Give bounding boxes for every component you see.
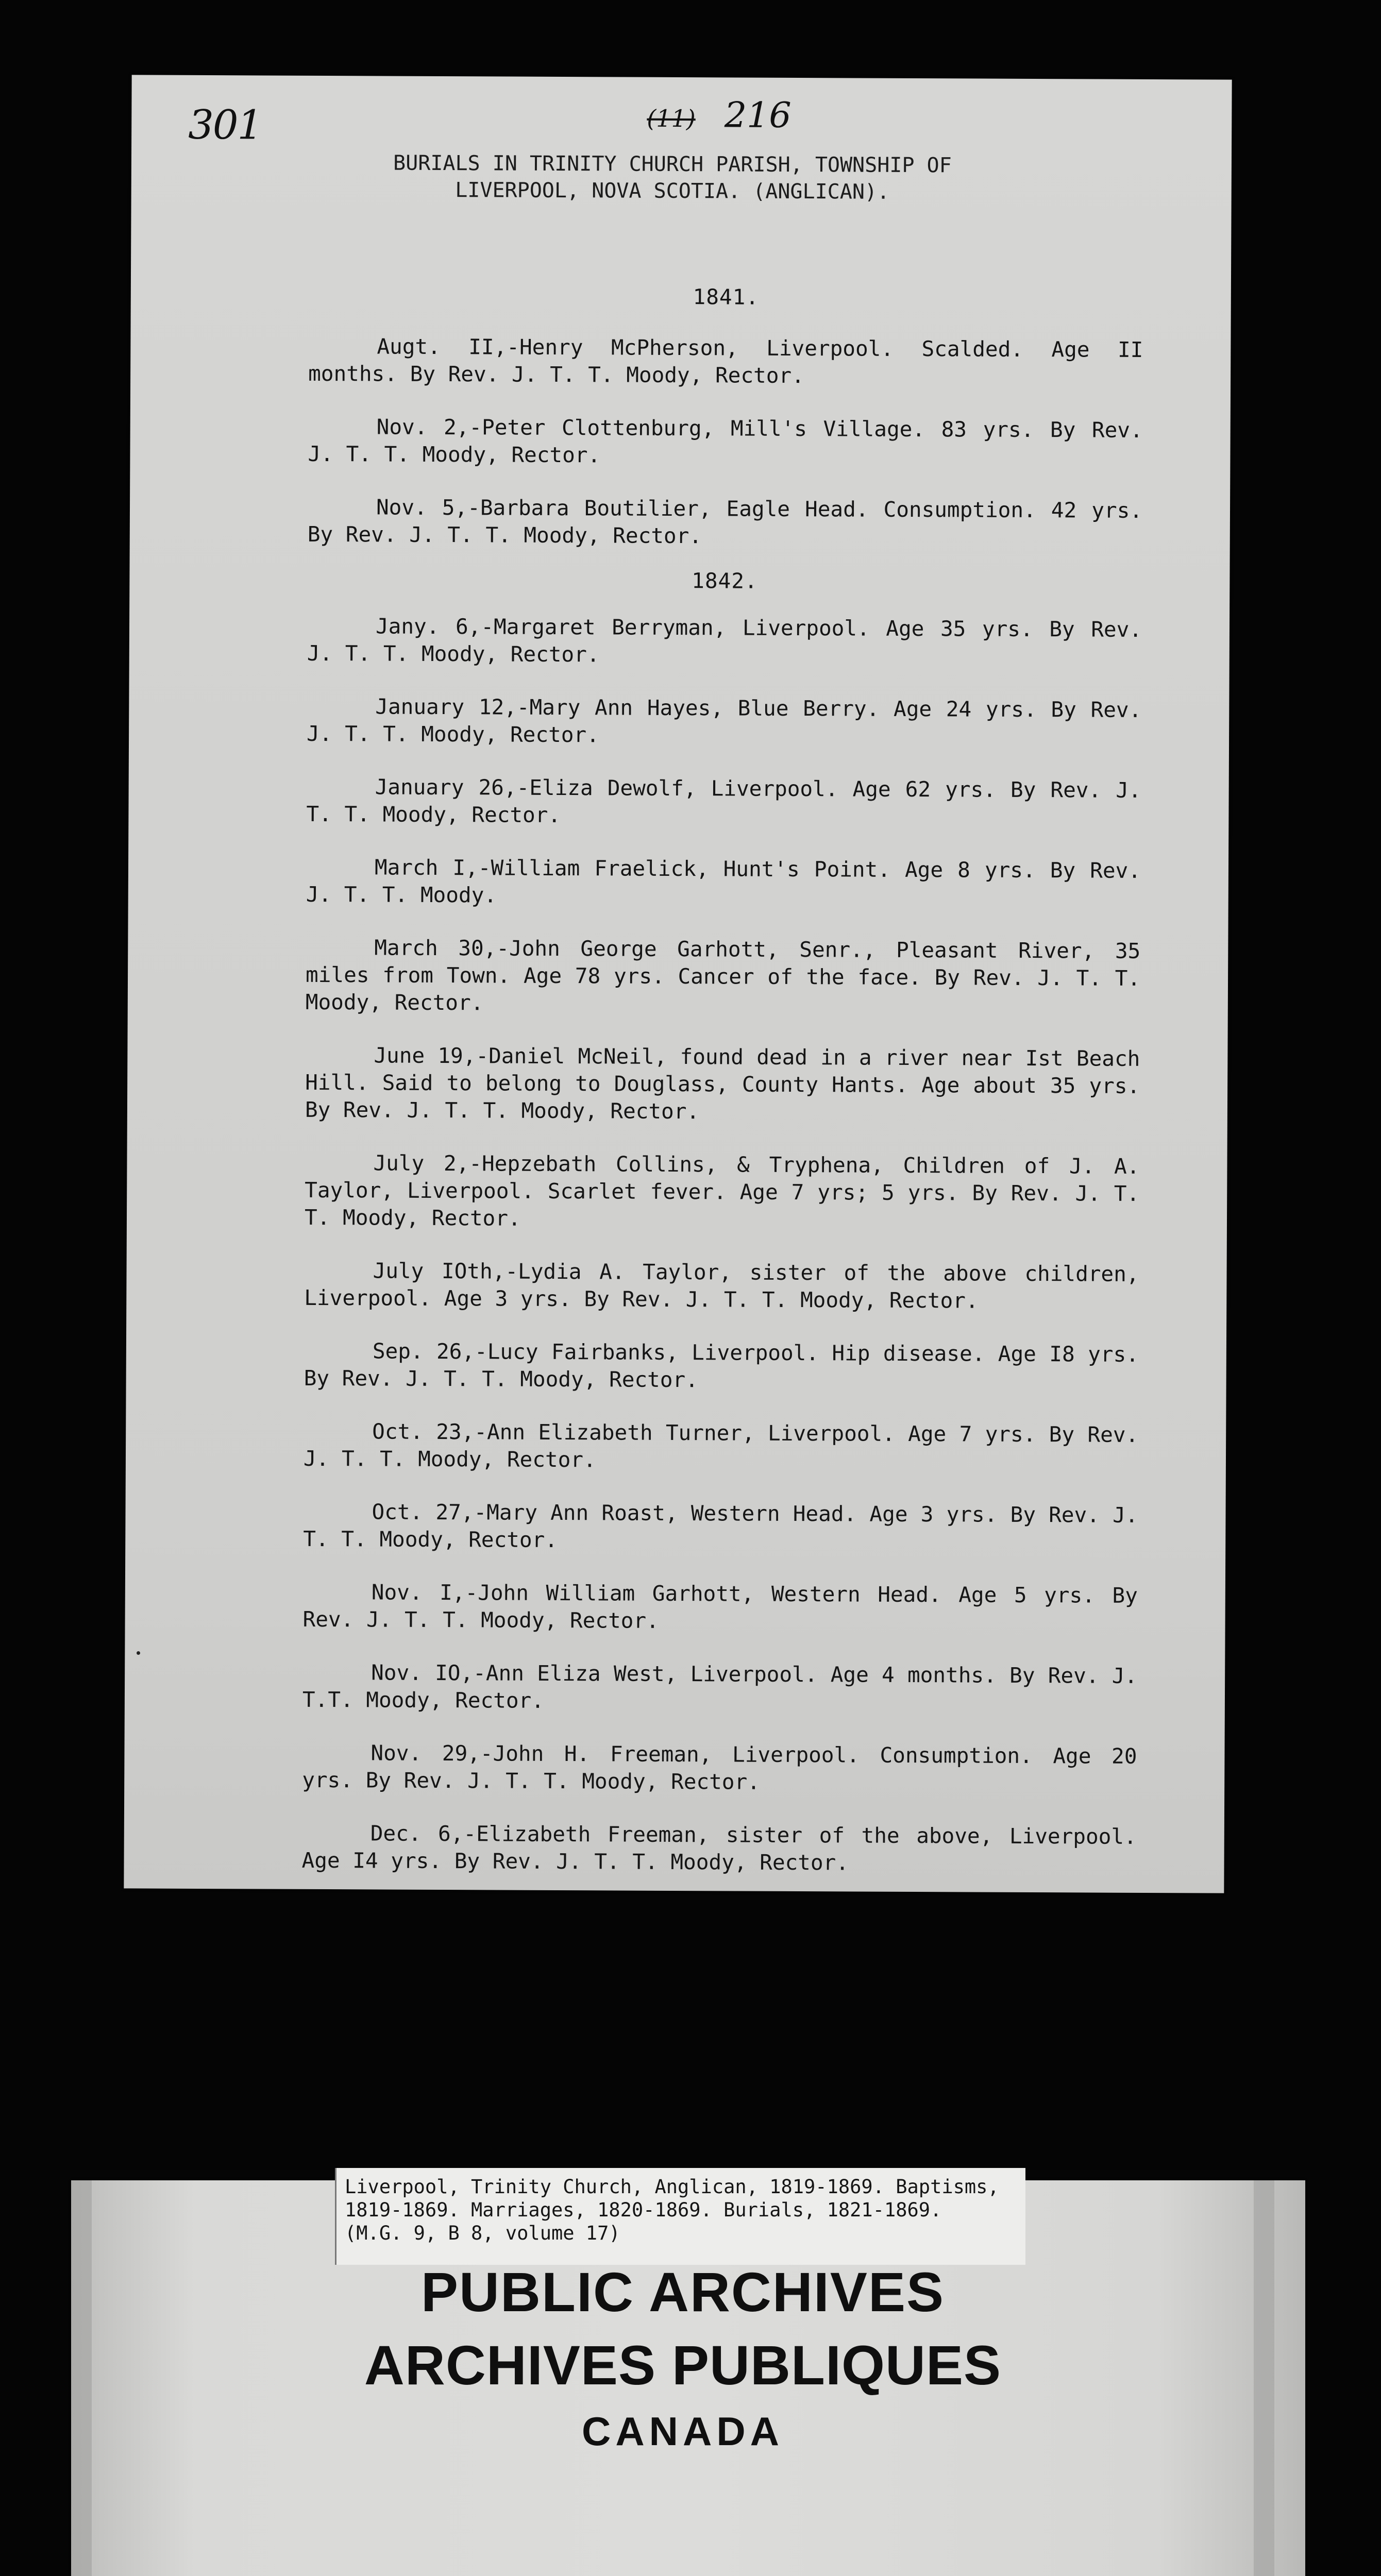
folio-number: 301 xyxy=(188,101,262,149)
margin-mark xyxy=(137,1651,140,1655)
stamp-line-1: PUBLIC ARCHIVES xyxy=(420,2261,945,2323)
burial-entry: March I,-William Fraelick, Hunt's Point. Age 8 yrs. By Rev. J. T. T. Moody. xyxy=(306,855,1141,908)
burial-entry: Nov. IO,-Ann Eliza West, Liverpool. Age 4 months. By Rev. J. T.T. Moody, Rector. xyxy=(302,1660,1138,1713)
burial-entry: Nov. 29,-John H. Freeman, Liverpool. Consumption. Age 20 yrs. By Rev. J. T. T. Moody, Rector. xyxy=(302,1740,1137,1794)
year-heading-1842: 1842. xyxy=(692,568,758,594)
year-heading-1841: 1841. xyxy=(693,284,760,310)
burial-entry: Nov. 2,-Peter Clottenburg, Mill's Village. 83 yrs. By Rev. J. T. T. Moody, Rector. xyxy=(308,414,1143,468)
burial-entry: Sep. 26,-Lucy Fairbanks, Liverpool. Hip disease. Age I8 yrs. By Rev. J. T. T. Moody, Rector. xyxy=(304,1338,1139,1393)
stamp-line-3: CANADA xyxy=(582,2409,784,2454)
title-line-1: BURIALS IN TRINITY CHURCH PARISH, TOWNSHIP OF xyxy=(393,151,952,178)
burial-entry: June 19,-Daniel McNeil, found dead in a river near Ist Beach Hill. Said to belong to Douglass, County Hants. Age about 35 yrs. By Rev. J. T. T. Moody, Rector. xyxy=(305,1043,1140,1124)
label-line-1: Liverpool, Trinity Church, Anglican, 1819-1869. Baptisms, xyxy=(345,2176,999,2198)
burial-entry: Oct. 27,-Mary Ann Roast, Western Head. Age 3 yrs. By Rev. J. T. T. Moody, Rector. xyxy=(303,1499,1138,1552)
page-title xyxy=(286,149,1059,207)
burial-entry: Oct. 23,-Ann Elizabeth Turner, Liverpool. Age 7 yrs. By Rev. J. T. T. Moody, Rector. xyxy=(303,1419,1139,1472)
burial-entry: March 30,-John George Garhott, Senr., Pleasant River, 35 miles from Town. Age 78 yrs. Cancer of the face. By Rev. J. T. T. Moody, Rector. xyxy=(305,935,1141,1015)
current-page-number: 216 xyxy=(724,95,791,136)
burial-entry: January 26,-Eliza Dewolf, Liverpool. Age 62 yrs. By Rev. J. T. T. Moody, Rector. xyxy=(306,774,1141,828)
stamp-line-2: ARCHIVES PUBLIQUES xyxy=(364,2334,1002,2396)
burial-entry: Nov. 5,-Barbara Boutilier, Eagle Head. Consumption. 42 yrs. By Rev. J. T. T. Moody, Rector. xyxy=(307,495,1143,549)
title-line-2: LIVERPOOL, NOVA SCOTIA. (ANGLICAN). xyxy=(455,178,890,204)
burial-entry: January 12,-Mary Ann Hayes, Blue Berry. Age 24 yrs. By Rev. J. T. T. Moody, Rector. xyxy=(307,694,1142,748)
old-page-number: (11) xyxy=(647,104,696,133)
box-edge-left xyxy=(71,2180,92,2576)
page-number xyxy=(647,95,791,136)
document-page xyxy=(124,75,1232,1893)
burial-entry: July 2,-Hepzebath Collins, & Tryphena, Children of J. A. Taylor, Liverpool. Scarlet fever. Age 7 yrs; 5 yrs. By Rev. J. T. T. Moody, Rector. xyxy=(304,1150,1140,1231)
label-line-2: 1819-1869. Marriages, 1820-1869. Burials, 1821-1869. xyxy=(345,2199,942,2221)
burial-entry: Nov. I,-John William Garhott, Western Head. Age 5 yrs. By Rev. J. T. T. Moody, Rector. xyxy=(302,1580,1138,1633)
label-line-3: (M.G. 9, B 8, volume 17) xyxy=(345,2222,620,2244)
burial-entry: Augt. II,-Henry McPherson, Liverpool. Scalded. Age II months. By Rev. J. T. T. Moody, Rector. xyxy=(308,334,1143,388)
archives-stamp xyxy=(330,2254,1036,2456)
burial-entry: Jany. 6,-Margaret Berryman, Liverpool. Age 35 yrs. By Rev. J. T. T. Moody, Rector. xyxy=(307,614,1142,667)
burial-entry: July IOth,-Lydia A. Taylor, sister of the above children, Liverpool. Age 3 yrs. By Rev. J. T. T. Moody, Rector. xyxy=(304,1258,1139,1313)
box-edge-right xyxy=(1254,2180,1274,2576)
collection-label xyxy=(335,2168,1025,2265)
burial-entry: Dec. 6,-Elizabeth Freeman, sister of the above, Liverpool. Age I4 yrs. By Rev. J. T. T. Moody, Rector. xyxy=(301,1821,1137,1875)
burial-entries xyxy=(301,282,1143,1904)
